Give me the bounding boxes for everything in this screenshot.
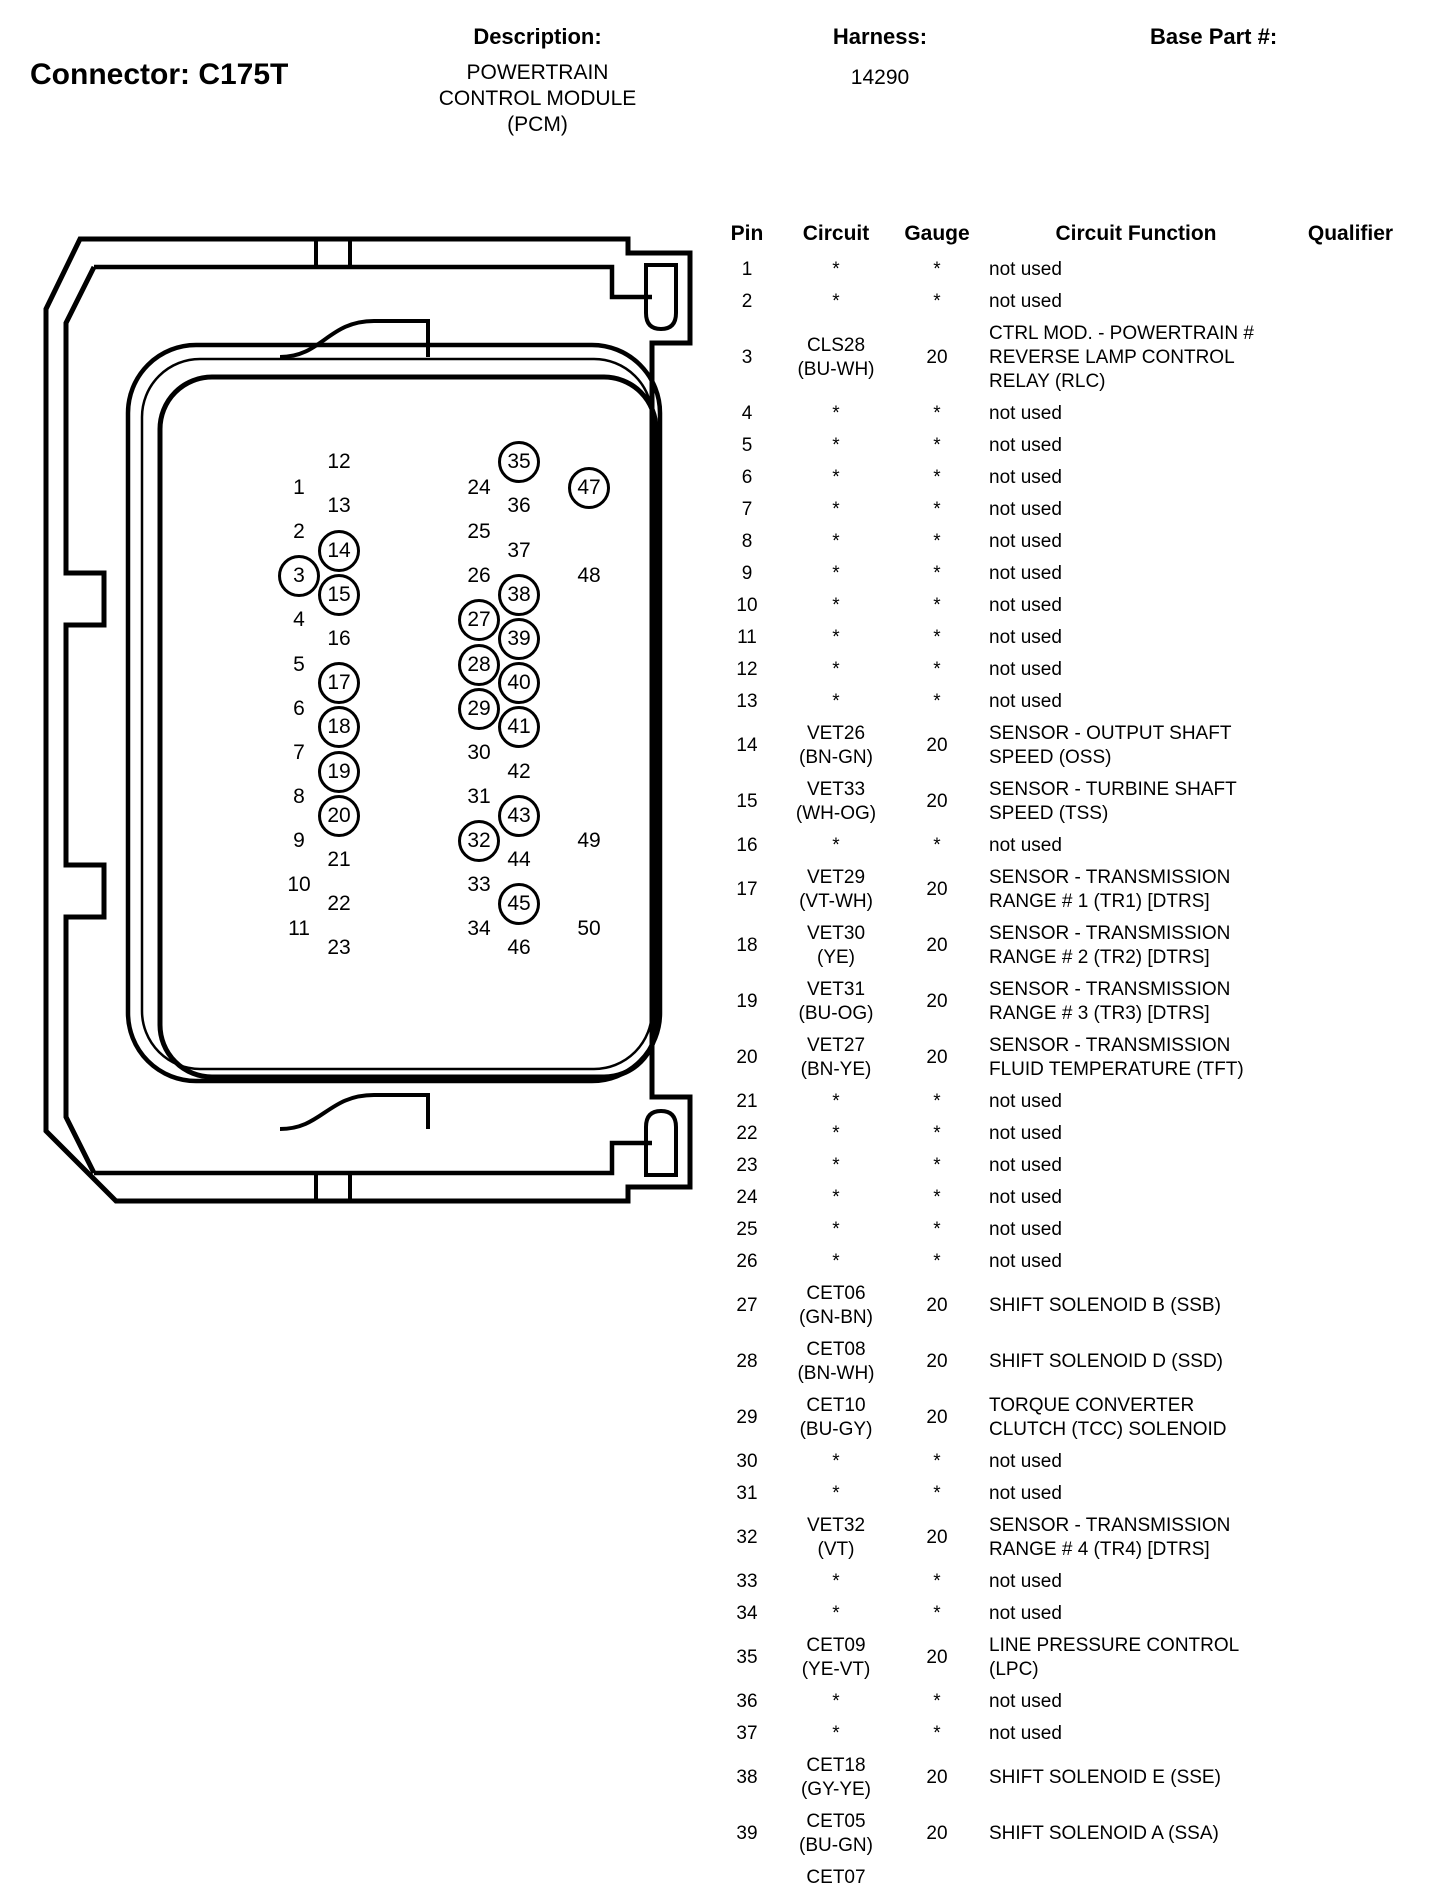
pin-cell: 31 — [736, 1483, 758, 1504]
connector-outline-drawing — [30, 225, 730, 1215]
bottom-keyway-detail — [280, 1095, 428, 1129]
connector-pin-circled: 47 — [568, 467, 610, 509]
circuit-cell: * — [832, 291, 840, 312]
pinout-table — [710, 222, 1415, 1894]
connector-pin: 37 — [507, 539, 531, 562]
connector-pin: 50 — [577, 917, 601, 940]
pin-cell: 7 — [741, 499, 753, 520]
gauge-cell: 20 — [926, 1047, 948, 1068]
gauge-cell: * — [933, 259, 941, 280]
gauge-cell: * — [933, 1603, 941, 1624]
inner-shell-top-run — [94, 267, 652, 297]
pin-cell: 10 — [736, 595, 758, 616]
pin-cell: 20 — [736, 1047, 758, 1068]
pin-cell: 37 — [736, 1723, 758, 1744]
circuit-cell: CET09 (YE-VT) — [801, 1635, 871, 1680]
gauge-cell: * — [933, 1451, 941, 1472]
circuit-function-cell: CTRL MOD. - POWERTRAIN # REVERSE LAMP CONTROL RELAY (RLC) — [989, 323, 1254, 392]
table-row — [710, 1182, 1415, 1214]
connector-pin-circled: 27 — [458, 599, 500, 641]
column-header-gauge: Gauge — [904, 222, 970, 245]
gauge-cell: * — [933, 1723, 941, 1744]
circuit-function-cell: not used — [989, 467, 1062, 488]
circuit-function-cell: not used — [989, 1483, 1062, 1504]
column-header-circuit: Circuit — [802, 222, 870, 245]
table-row — [710, 430, 1415, 462]
pin-cell: 28 — [736, 1351, 758, 1372]
pin-cell: 14 — [736, 735, 758, 756]
gauge-cell: 20 — [926, 879, 948, 900]
gauge-cell: * — [933, 1187, 941, 1208]
pin-cell: 5 — [741, 435, 753, 456]
pin-cell: 32 — [736, 1527, 758, 1548]
circuit-cell: * — [832, 563, 840, 584]
pin-cell: 13 — [736, 691, 758, 712]
table-row — [710, 1630, 1415, 1686]
gauge-cell: * — [933, 1571, 941, 1592]
gauge-cell: 20 — [926, 935, 948, 956]
table-row — [710, 1278, 1415, 1334]
connector-pin-circled: 18 — [318, 706, 360, 748]
table-row — [710, 254, 1415, 286]
circuit-cell: * — [832, 1123, 840, 1144]
table-row — [710, 526, 1415, 558]
gauge-cell: 20 — [926, 1823, 948, 1844]
circuit-function-cell: SENSOR - TURBINE SHAFT SPEED (TSS) — [989, 779, 1237, 824]
table-header-row — [710, 222, 1415, 246]
table-row — [710, 1806, 1415, 1862]
gauge-cell: 20 — [926, 791, 948, 812]
connector-pin: 34 — [467, 917, 491, 940]
connector-pin-circled: 32 — [458, 820, 500, 862]
circuit-function-cell: not used — [989, 531, 1062, 552]
circuit-cell: * — [832, 531, 840, 552]
table-row — [710, 622, 1415, 654]
table-row — [710, 1446, 1415, 1478]
gauge-cell: 20 — [926, 1647, 948, 1668]
pin-cell: 12 — [736, 659, 758, 680]
circuit-cell: VET27 (BN-YE) — [800, 1035, 872, 1080]
gauge-cell: 20 — [926, 991, 948, 1012]
pin-cell: 34 — [736, 1603, 758, 1624]
gauge-cell: * — [933, 1155, 941, 1176]
pin-cell: 16 — [736, 835, 758, 856]
connector-pin: 12 — [327, 450, 351, 473]
circuit-cell: VET26 (BN-GN) — [799, 723, 873, 768]
description-line-3: (PCM) — [507, 113, 568, 136]
connector-diagram — [30, 225, 730, 1215]
connector-pin-circled: 20 — [318, 795, 360, 837]
circuit-function-cell: SHIFT SOLENOID B (SSB) — [989, 1295, 1221, 1316]
circuit-cell: VET31 (BU-OG) — [798, 979, 874, 1024]
circuit-cell: VET30 (YE) — [806, 923, 866, 968]
table-row — [710, 918, 1415, 974]
connector-pin-circled: 14 — [318, 530, 360, 572]
connector-title: Connector: C175T — [30, 58, 289, 91]
circuit-function-cell: not used — [989, 1723, 1062, 1744]
gauge-cell: * — [933, 403, 941, 424]
circuit-cell: * — [832, 1451, 840, 1472]
connector-pin: 48 — [577, 564, 601, 587]
gauge-cell: * — [933, 1123, 941, 1144]
circuit-function-cell: not used — [989, 595, 1062, 616]
connector-pin-circled: 3 — [278, 555, 320, 597]
pin-cell: 3 — [741, 347, 753, 368]
table-row — [710, 1566, 1415, 1598]
pin-cell: 21 — [736, 1091, 758, 1112]
circuit-cell: * — [832, 259, 840, 280]
gauge-cell: * — [933, 499, 941, 520]
pin-cell: 38 — [736, 1767, 758, 1788]
connector-pin-circled: 40 — [498, 662, 540, 704]
connector-pin: 11 — [288, 917, 310, 940]
circuit-function-cell: not used — [989, 691, 1062, 712]
connector-pin: 36 — [507, 494, 531, 517]
pin-cell: 22 — [736, 1123, 758, 1144]
circuit-function-cell: not used — [989, 659, 1062, 680]
circuit-cell: * — [832, 1571, 840, 1592]
pin-cell: 25 — [736, 1219, 758, 1240]
connector-pin: 22 — [327, 892, 351, 915]
bottom-index-ticks — [316, 1173, 350, 1201]
circuit-cell: * — [832, 1723, 840, 1744]
connector-pin-circled: 39 — [498, 618, 540, 660]
gauge-cell: * — [933, 435, 941, 456]
base-part-label: Base Part #: — [1150, 24, 1278, 49]
connector-pin: 8 — [293, 785, 305, 808]
connector-pin: 21 — [327, 848, 351, 871]
connector-pin: 42 — [507, 760, 531, 783]
circuit-cell: * — [832, 499, 840, 520]
inner-shell-outline — [66, 267, 104, 1173]
pin-cell: 33 — [736, 1571, 758, 1592]
connector-pin: 1 — [293, 476, 305, 499]
connector-pin: 5 — [293, 653, 305, 676]
table-row — [710, 1334, 1415, 1390]
table-row — [710, 862, 1415, 918]
description-value — [420, 60, 655, 138]
pin-cell: 6 — [741, 467, 753, 488]
pin-cell: 23 — [736, 1155, 758, 1176]
connector-pin: 4 — [293, 608, 305, 631]
description-line-2: CONTROL MODULE — [438, 87, 637, 110]
circuit-function-cell: not used — [989, 1219, 1062, 1240]
pin-cell: 24 — [736, 1187, 758, 1208]
column-header-circuit-function: Circuit Function — [1055, 222, 1217, 245]
top-index-ticks — [316, 239, 350, 267]
gauge-cell: 20 — [926, 735, 948, 756]
circuit-cell: * — [832, 835, 840, 856]
table-row — [710, 1862, 1415, 1894]
gauge-cell: * — [933, 835, 941, 856]
pin-cell: 27 — [736, 1295, 758, 1316]
table-row — [710, 1718, 1415, 1750]
gauge-cell: * — [933, 691, 941, 712]
circuit-function-cell: not used — [989, 435, 1062, 456]
table-row — [710, 1686, 1415, 1718]
circuit-function-cell: not used — [989, 1155, 1062, 1176]
table-row — [710, 830, 1415, 862]
connector-pin: 49 — [577, 829, 601, 852]
connector-pin: 7 — [293, 741, 305, 764]
connector-pin-circled: 28 — [458, 644, 500, 686]
connector-pin-circled: 15 — [318, 574, 360, 616]
connector-pin-circled: 45 — [498, 883, 540, 925]
circuit-cell: * — [832, 659, 840, 680]
connector-pin: 23 — [327, 936, 351, 959]
seal-groove-mid — [142, 359, 652, 1069]
circuit-function-cell: TORQUE CONVERTER CLUTCH (TCC) SOLENOID — [989, 1395, 1227, 1440]
pin-cell: 36 — [736, 1691, 758, 1712]
circuit-function-cell: not used — [989, 499, 1062, 520]
gauge-cell: * — [933, 467, 941, 488]
table-row — [710, 1118, 1415, 1150]
circuit-cell: * — [832, 595, 840, 616]
circuit-function-cell: not used — [989, 259, 1062, 280]
table-row — [710, 1150, 1415, 1182]
circuit-cell: * — [832, 1483, 840, 1504]
gauge-cell: * — [933, 1251, 941, 1272]
circuit-cell: CET07 — [806, 1867, 866, 1888]
circuit-cell: * — [832, 1155, 840, 1176]
gauge-cell: * — [933, 531, 941, 552]
harness-block — [800, 24, 960, 90]
circuit-function-cell: not used — [989, 1091, 1062, 1112]
harness-label: Harness: — [832, 24, 928, 49]
pin-cell: 1 — [741, 259, 753, 280]
table-row — [710, 1030, 1415, 1086]
circuit-function-cell: not used — [989, 1603, 1062, 1624]
circuit-cell: * — [832, 1691, 840, 1712]
circuit-function-cell: SENSOR - TRANSMISSION RANGE # 1 (TR1) [DTRS] — [989, 867, 1231, 912]
table-row — [710, 462, 1415, 494]
connector-pin: 10 — [287, 873, 311, 896]
connector-pin: 2 — [293, 520, 305, 543]
circuit-function-cell: not used — [989, 1187, 1062, 1208]
gauge-cell: * — [933, 291, 941, 312]
connector-pin: 33 — [467, 873, 491, 896]
circuit-function-cell: not used — [989, 403, 1062, 424]
gauge-cell: * — [933, 1691, 941, 1712]
connector-pin: 30 — [467, 741, 491, 764]
pin-cell: 18 — [736, 935, 758, 956]
circuit-cell: * — [832, 1187, 840, 1208]
circuit-cell: * — [832, 627, 840, 648]
table-row — [710, 1478, 1415, 1510]
gauge-cell: * — [933, 1091, 941, 1112]
gauge-cell: * — [933, 1483, 941, 1504]
circuit-cell: VET29 (VT-WH) — [799, 867, 873, 912]
connector-pin-circled: 43 — [498, 795, 540, 837]
circuit-cell: * — [832, 1091, 840, 1112]
circuit-cell: CET06 (GN-BN) — [799, 1283, 873, 1328]
table-row — [710, 590, 1415, 622]
gauge-cell: 20 — [926, 1351, 948, 1372]
gauge-cell: * — [933, 659, 941, 680]
circuit-function-cell: not used — [989, 291, 1062, 312]
gauge-cell: 20 — [926, 1767, 948, 1788]
table-body — [710, 254, 1415, 1894]
column-header-qualifier: Qualifier — [1307, 222, 1394, 245]
pin-cell: 8 — [741, 531, 753, 552]
table-row — [710, 398, 1415, 430]
pin-cell: 35 — [736, 1647, 758, 1668]
circuit-cell: * — [832, 435, 840, 456]
circuit-function-cell: SENSOR - TRANSMISSION RANGE # 3 (TR3) [DTRS] — [989, 979, 1231, 1024]
circuit-function-cell: not used — [989, 1451, 1062, 1472]
connector-pin: 25 — [467, 520, 491, 543]
circuit-cell: CET18 (GY-YE) — [800, 1755, 872, 1800]
connector-pin-circled: 19 — [318, 751, 360, 793]
pin-cell: 29 — [736, 1407, 758, 1428]
description-label: Description: — [473, 24, 602, 49]
connector-pin: 9 — [293, 829, 305, 852]
table-row — [710, 1750, 1415, 1806]
circuit-function-cell: not used — [989, 627, 1062, 648]
table-row — [710, 974, 1415, 1030]
table-row — [710, 494, 1415, 526]
gauge-cell: 20 — [926, 1295, 948, 1316]
connector-pin: 26 — [467, 564, 491, 587]
connector-pin: 44 — [507, 848, 531, 871]
circuit-cell: * — [832, 691, 840, 712]
description-block — [420, 24, 655, 138]
gauge-cell: 20 — [926, 1407, 948, 1428]
connector-pin: 46 — [507, 936, 531, 959]
gauge-cell: * — [933, 595, 941, 616]
top-keyway-detail — [280, 321, 428, 357]
circuit-cell: VET33 (WH-OG) — [795, 779, 877, 824]
circuit-cell: * — [832, 403, 840, 424]
circuit-cell: CET05 (BU-GN) — [799, 1811, 873, 1856]
pin-cell: 17 — [736, 879, 758, 900]
pin-cell: 11 — [737, 627, 757, 648]
gauge-cell: 20 — [926, 347, 948, 368]
pin-cell: 26 — [736, 1251, 758, 1272]
circuit-function-cell: not used — [989, 1691, 1062, 1712]
connector-pin: 16 — [327, 627, 351, 650]
seal-groove-outer — [128, 345, 660, 1081]
table-row — [710, 774, 1415, 830]
circuit-function-cell: SENSOR - TRANSMISSION RANGE # 4 (TR4) [DTRS] — [989, 1515, 1231, 1560]
table-row — [710, 1390, 1415, 1446]
table-row — [710, 686, 1415, 718]
pin-cell: 9 — [741, 563, 753, 584]
pin-cell: 4 — [741, 403, 753, 424]
circuit-cell: CET08 (BN-WH) — [797, 1339, 875, 1384]
connector-pin-circled: 17 — [318, 662, 360, 704]
table-row — [710, 654, 1415, 686]
base-part-block — [1150, 24, 1370, 50]
connector-pin-circled: 38 — [498, 574, 540, 616]
circuit-cell: * — [832, 1219, 840, 1240]
pin-cell: 2 — [741, 291, 753, 312]
circuit-function-cell: SHIFT SOLENOID A (SSA) — [989, 1823, 1219, 1844]
table-row — [710, 1510, 1415, 1566]
connector-pin-circled: 35 — [498, 441, 540, 483]
column-header-pin: Pin — [730, 222, 764, 245]
pin-cell: 19 — [736, 991, 758, 1012]
circuit-function-cell: not used — [989, 1251, 1062, 1272]
table-row — [710, 1246, 1415, 1278]
connector-pin-circled: 41 — [498, 706, 540, 748]
circuit-function-cell: not used — [989, 563, 1062, 584]
connector-pin-circled: 29 — [458, 688, 500, 730]
table-row — [710, 318, 1415, 398]
table-row — [710, 1086, 1415, 1118]
harness-value: 14290 — [850, 66, 910, 89]
pin-cell: 15 — [736, 791, 758, 812]
circuit-function-cell: not used — [989, 1123, 1062, 1144]
table-row — [710, 718, 1415, 774]
gauge-cell: * — [933, 627, 941, 648]
gauge-cell: 20 — [926, 1527, 948, 1548]
circuit-cell: CLS28 (BU-WH) — [797, 335, 875, 380]
table-row — [710, 286, 1415, 318]
circuit-function-cell: SHIFT SOLENOID E (SSE) — [989, 1767, 1221, 1788]
connector-pin: 6 — [293, 697, 305, 720]
table-row — [710, 558, 1415, 590]
circuit-function-cell: not used — [989, 1571, 1062, 1592]
circuit-cell: CET10 (BU-GY) — [799, 1395, 873, 1440]
connector-pin: 24 — [467, 476, 491, 499]
circuit-function-cell: not used — [989, 835, 1062, 856]
description-line-1: POWERTRAIN — [466, 61, 609, 84]
circuit-cell: * — [832, 467, 840, 488]
connector-pin: 13 — [327, 494, 351, 517]
pin-cell: 39 — [736, 1823, 758, 1844]
circuit-cell: * — [832, 1603, 840, 1624]
circuit-cell: VET32 (VT) — [806, 1515, 866, 1560]
circuit-function-cell: SENSOR - TRANSMISSION RANGE # 2 (TR2) [DTRS] — [989, 923, 1231, 968]
circuit-function-cell: LINE PRESSURE CONTROL (LPC) — [989, 1635, 1240, 1680]
circuit-function-cell: SENSOR - TRANSMISSION FLUID TEMPERATURE (TFT) — [989, 1035, 1244, 1080]
circuit-cell: * — [832, 1251, 840, 1272]
pin-cell: 30 — [736, 1451, 758, 1472]
gauge-cell: * — [933, 1219, 941, 1240]
circuit-function-cell: SENSOR - OUTPUT SHAFT SPEED (OSS) — [989, 723, 1232, 768]
gauge-cell: * — [933, 563, 941, 584]
table-row — [710, 1214, 1415, 1246]
inner-shell-bottom-run — [94, 1143, 652, 1173]
connector-pin: 31 — [467, 785, 491, 808]
circuit-function-cell: SHIFT SOLENOID D (SSD) — [989, 1351, 1224, 1372]
table-row — [710, 1598, 1415, 1630]
